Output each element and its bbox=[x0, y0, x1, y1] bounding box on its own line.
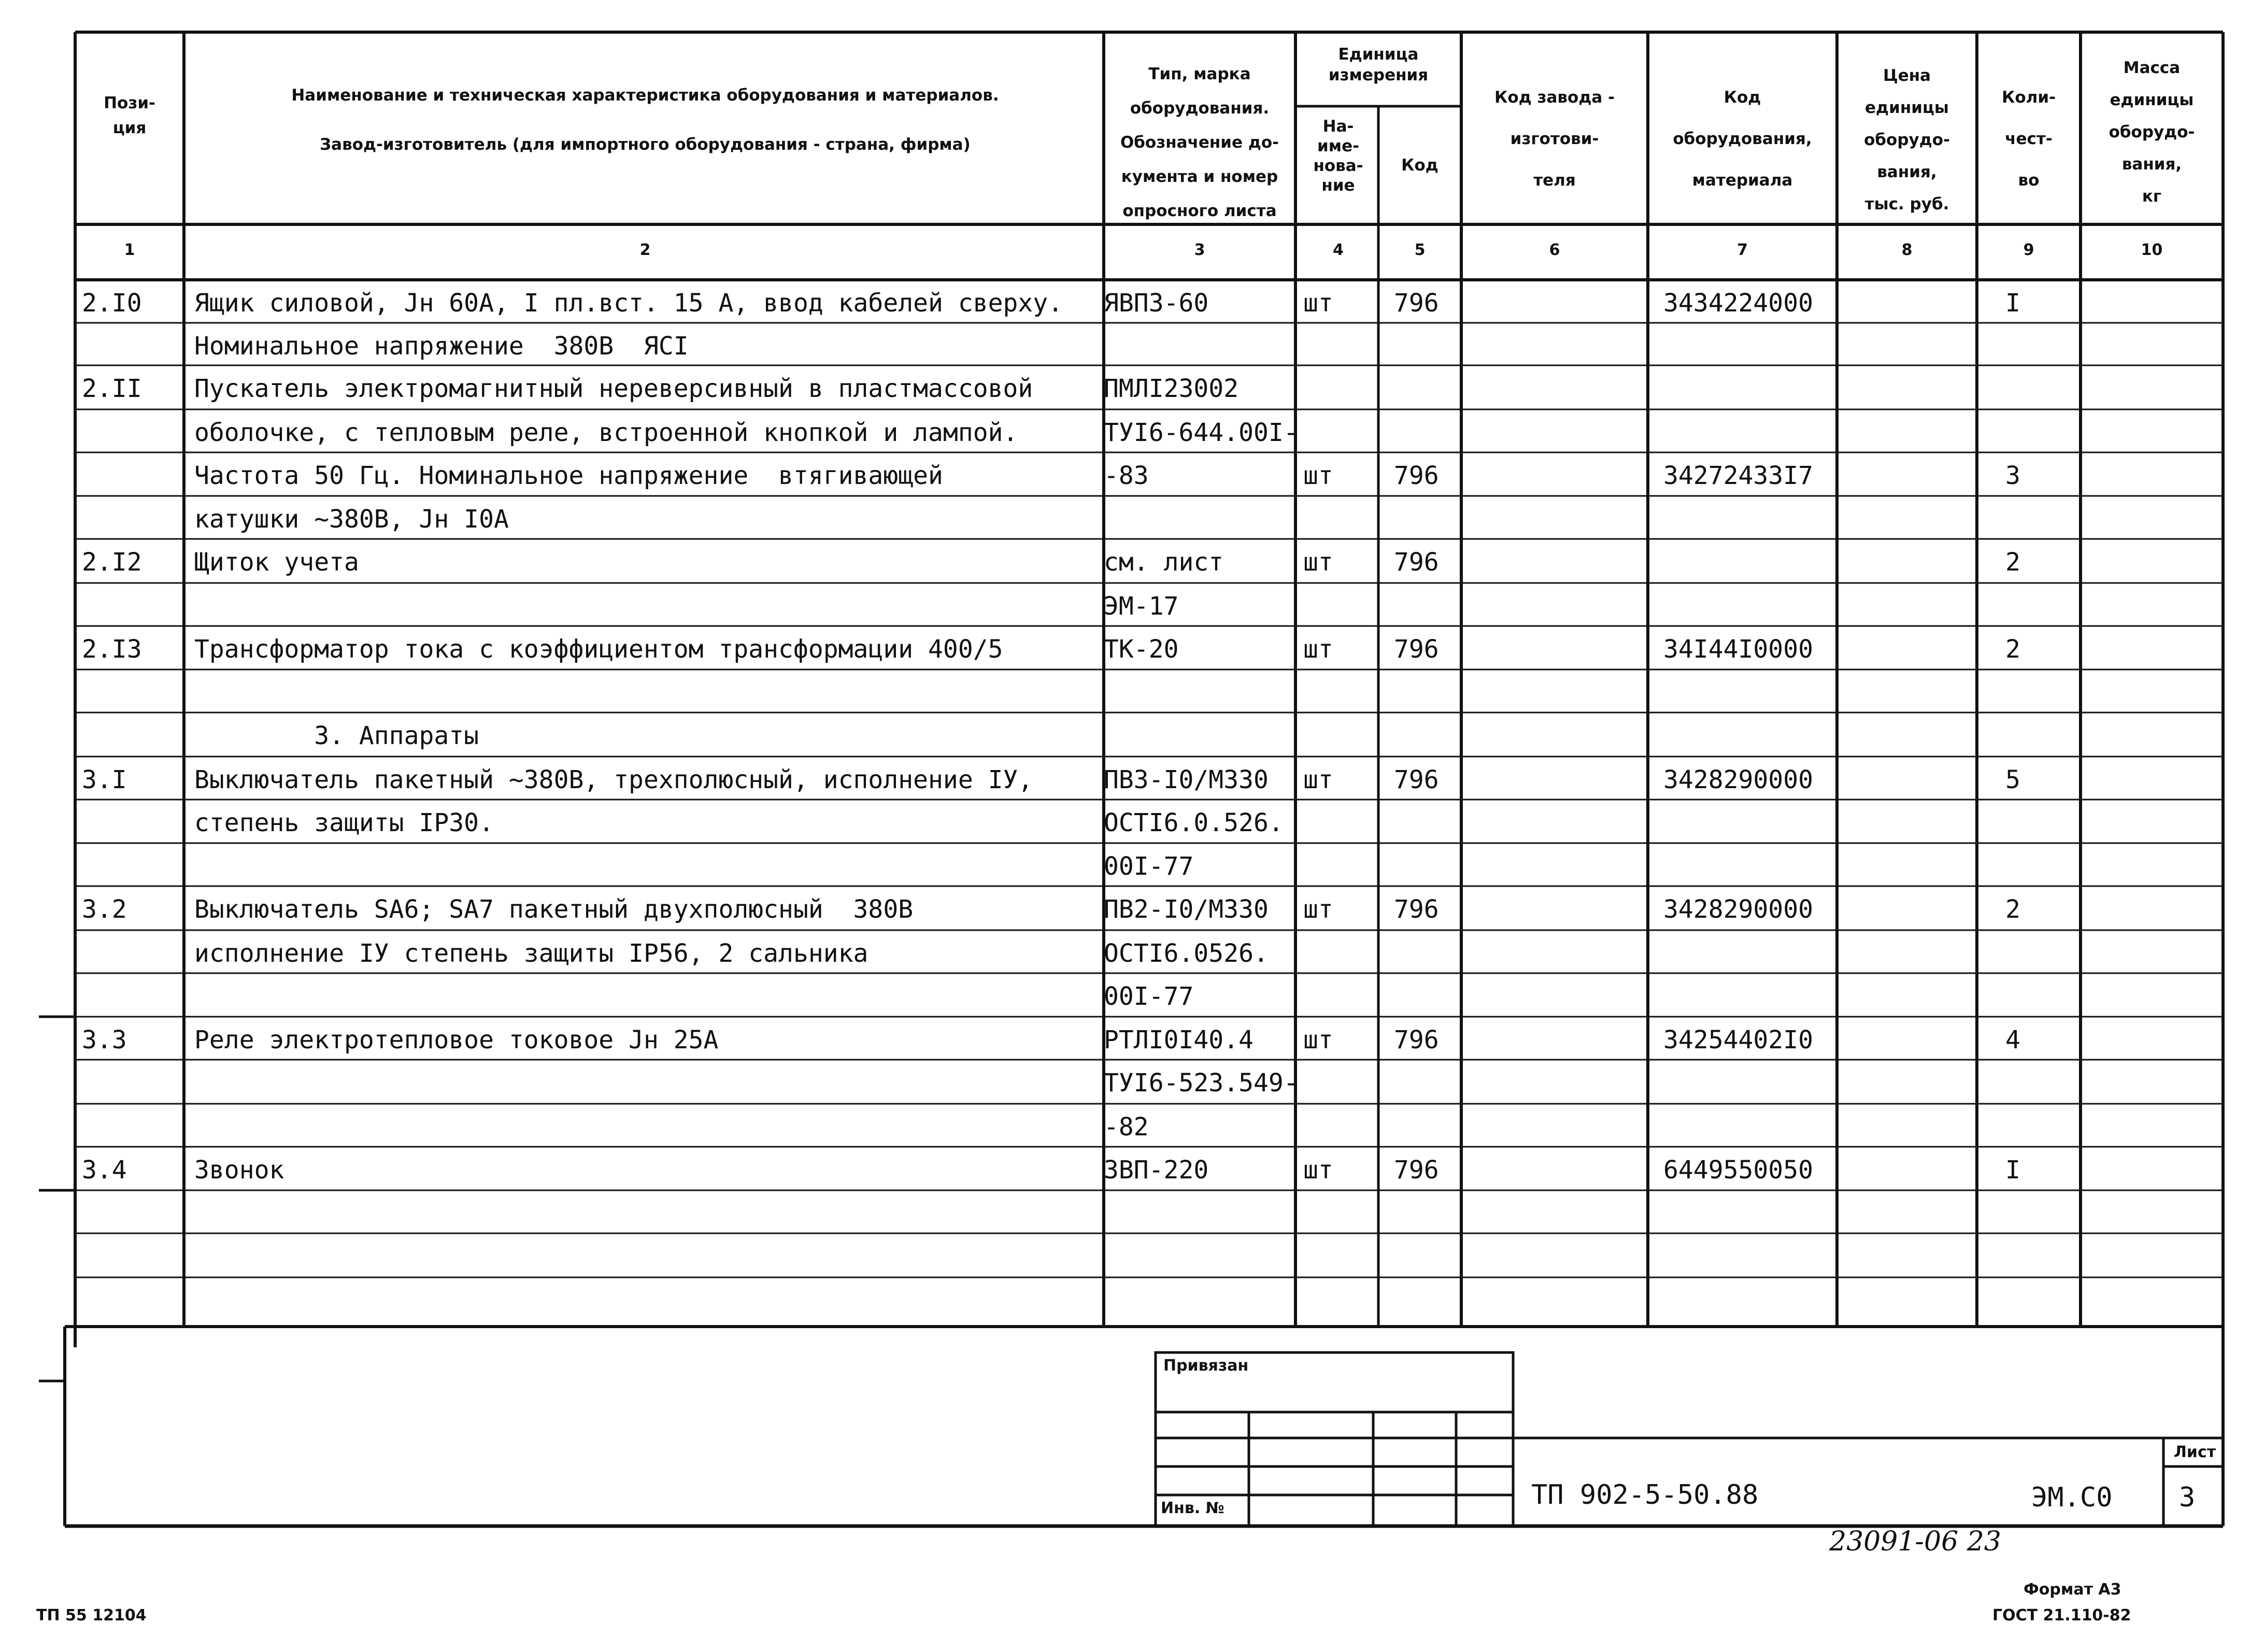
cell-unit-code: 796 bbox=[1394, 461, 1439, 490]
cell-quantity: I bbox=[2005, 1156, 2020, 1185]
cell-type: ТУI6-644.00I- bbox=[1104, 418, 1299, 447]
col-number-7: 7 bbox=[1737, 241, 1748, 259]
cell-unit: шт bbox=[1303, 895, 1333, 924]
handwritten-number: 23091-06 23 bbox=[1829, 1526, 2001, 1557]
cell-type: см. лист bbox=[1104, 548, 1224, 577]
cell-name: 3. Аппараты bbox=[194, 721, 479, 750]
cell-unit: шт bbox=[1303, 635, 1333, 664]
cell-type: -83 bbox=[1104, 461, 1149, 490]
cell-type: ПВ2-I0/М330 bbox=[1104, 895, 1269, 924]
cell-equipment-code: 3428290000 bbox=[1663, 895, 1813, 924]
cell-type: ЯВПЗ-60 bbox=[1104, 289, 1209, 318]
col-number-5: 5 bbox=[1414, 241, 1426, 259]
cell-equipment-code: 3428290000 bbox=[1663, 765, 1813, 794]
cell-quantity: 4 bbox=[2005, 1026, 2020, 1055]
cell-type: ПВЗ-I0/М330 bbox=[1104, 765, 1269, 794]
tp-label: ТП 55 12104 bbox=[36, 1606, 147, 1625]
cell-name: Выключатель SA6; SA7 пакетный двухполюсный 380В bbox=[194, 895, 914, 924]
cell-unit-code: 796 bbox=[1394, 635, 1439, 664]
header-equipment-code: Код оборудования, материала bbox=[1673, 88, 1812, 190]
cell-name: Выключатель пакетный ~380В, трехполюсный, исполнение IУ, bbox=[194, 765, 1033, 794]
cell-name: исполнение IУ степень защиты IP56, 2 сальника bbox=[194, 939, 868, 968]
cell-type: ТУI6-523.549- bbox=[1104, 1069, 1299, 1098]
cell-name: оболочке, с тепловым реле, встроенной кнопкой и лампой. bbox=[194, 418, 1018, 447]
cell-name: Номинальное напряжение 380В ЯСI bbox=[194, 332, 689, 361]
cell-position: 3.3 bbox=[82, 1026, 127, 1055]
cell-unit: шт bbox=[1303, 1026, 1333, 1055]
cell-position: 3.I bbox=[82, 765, 127, 794]
cell-type: ЗВП-220 bbox=[1104, 1156, 1209, 1185]
header-unit-group: Единица измерения bbox=[1328, 45, 1429, 84]
cell-name: степень защиты IP30. bbox=[194, 808, 494, 837]
cell-position: 2.I3 bbox=[82, 635, 142, 664]
cell-type: ТК-20 bbox=[1104, 635, 1179, 664]
cell-type: ОСТI6.0526. bbox=[1104, 939, 1269, 968]
list-number: 3 bbox=[2179, 1482, 2196, 1513]
cell-type: 00I-77 bbox=[1104, 982, 1194, 1011]
cell-equipment-code: 34272433I7 bbox=[1663, 461, 1813, 490]
cell-type: ПМЛI23002 bbox=[1104, 374, 1239, 403]
list-label: Лист bbox=[2174, 1443, 2216, 1461]
cell-equipment-code: 34254402I0 bbox=[1663, 1026, 1813, 1055]
col-number-8: 8 bbox=[1901, 241, 1913, 259]
cell-name: Щиток учета bbox=[194, 548, 359, 577]
header-name-line2: Завод-изготовитель (для импортного оборудования - страна, фирма) bbox=[320, 135, 971, 154]
sheet-code: ЭМ.С0 bbox=[2031, 1482, 2113, 1513]
cell-unit: шт bbox=[1303, 548, 1333, 577]
cell-quantity: 2 bbox=[2005, 635, 2020, 664]
header-unit-code: Код bbox=[1401, 156, 1438, 175]
cell-quantity: 5 bbox=[2005, 765, 2020, 794]
cell-name: Звонок bbox=[194, 1156, 284, 1185]
cell-unit-code: 796 bbox=[1394, 1026, 1439, 1055]
col-number-1: 1 bbox=[124, 241, 135, 259]
cell-equipment-code: 3434224000 bbox=[1663, 289, 1813, 318]
cell-name: катушки ~380В, Jн I0А bbox=[194, 505, 509, 534]
cell-unit-code: 796 bbox=[1394, 289, 1439, 318]
cell-unit: шт bbox=[1303, 461, 1333, 490]
col-number-4: 4 bbox=[1333, 241, 1344, 259]
cell-unit-code: 796 bbox=[1394, 1156, 1439, 1185]
cell-type: ЭМ-17 bbox=[1104, 592, 1179, 621]
format-label: Формат А3 bbox=[2024, 1580, 2121, 1599]
cell-position: 2.I2 bbox=[82, 548, 142, 577]
cell-unit: шт bbox=[1303, 289, 1333, 318]
col-number-2: 2 bbox=[639, 241, 651, 259]
col-number-6: 6 bbox=[1549, 241, 1560, 259]
stamp-inventory-number: Инв. № bbox=[1161, 1499, 1224, 1517]
stamp-privyazan: Привязан bbox=[1163, 1357, 1249, 1375]
col-number-3: 3 bbox=[1194, 241, 1205, 259]
header-name-line1: Наименование и техническая характеристика оборудования и материалов. bbox=[291, 86, 999, 105]
header-price: Цена единицы оборудо- вания, тыс. руб. bbox=[1864, 66, 1950, 213]
gost-label: ГОСТ 21.110-82 bbox=[1992, 1606, 2131, 1625]
cell-unit-code: 796 bbox=[1394, 765, 1439, 794]
cell-position: 3.4 bbox=[82, 1156, 127, 1185]
cell-type: 00I-77 bbox=[1104, 852, 1194, 881]
cell-type: -82 bbox=[1104, 1113, 1149, 1142]
cell-type: ОСТI6.0.526. bbox=[1104, 808, 1284, 837]
cell-quantity: I bbox=[2005, 289, 2020, 318]
cell-position: 2.II bbox=[82, 374, 142, 403]
header-mass: Масса единицы оборудо- вания, кг bbox=[2109, 59, 2195, 206]
header-unit-name: На- име- нова- ние bbox=[1313, 117, 1363, 195]
cell-position: 3.2 bbox=[82, 895, 127, 924]
header-position: Пози- ция bbox=[104, 94, 155, 137]
cell-quantity: 3 bbox=[2005, 461, 2020, 490]
cell-name: Трансформатор тока с коэффициентом трансформации 400/5 bbox=[194, 635, 1003, 664]
cell-name: Пускатель электромагнитный нереверсивный в пластмассовой bbox=[194, 374, 1033, 403]
cell-name: Реле электротепловое токовое Jн 25А bbox=[194, 1026, 719, 1055]
cell-unit: шт bbox=[1303, 1156, 1333, 1185]
cell-unit: шт bbox=[1303, 765, 1333, 794]
cell-unit-code: 796 bbox=[1394, 548, 1439, 577]
col-number-9: 9 bbox=[2023, 241, 2034, 259]
cell-name: Ящик силовой, Jн 60А, I пл.вст. 15 А, ввод кабелей сверху. bbox=[194, 289, 1063, 318]
cell-unit-code: 796 bbox=[1394, 895, 1439, 924]
col-number-10: 10 bbox=[2141, 241, 2163, 259]
header-quantity: Коли- чест- во bbox=[2002, 88, 2056, 190]
cell-quantity: 2 bbox=[2005, 895, 2020, 924]
cell-equipment-code: 34I44I0000 bbox=[1663, 635, 1813, 664]
cell-equipment-code: 6449550050 bbox=[1663, 1156, 1813, 1185]
cell-type: РТЛI0I40.4 bbox=[1104, 1026, 1253, 1055]
header-factory-code: Код завода - изготови- теля bbox=[1494, 88, 1615, 190]
document-code: ТП 902-5-50.88 bbox=[1531, 1479, 1759, 1511]
cell-name: Частота 50 Гц. Номинальное напряжение втягивающей bbox=[194, 461, 943, 490]
cell-position: 2.I0 bbox=[82, 289, 142, 318]
cell-quantity: 2 bbox=[2005, 548, 2020, 577]
header-type: Тип, марка оборудования. Обозначение до- кумента и номер опросного листа bbox=[1120, 65, 1279, 220]
